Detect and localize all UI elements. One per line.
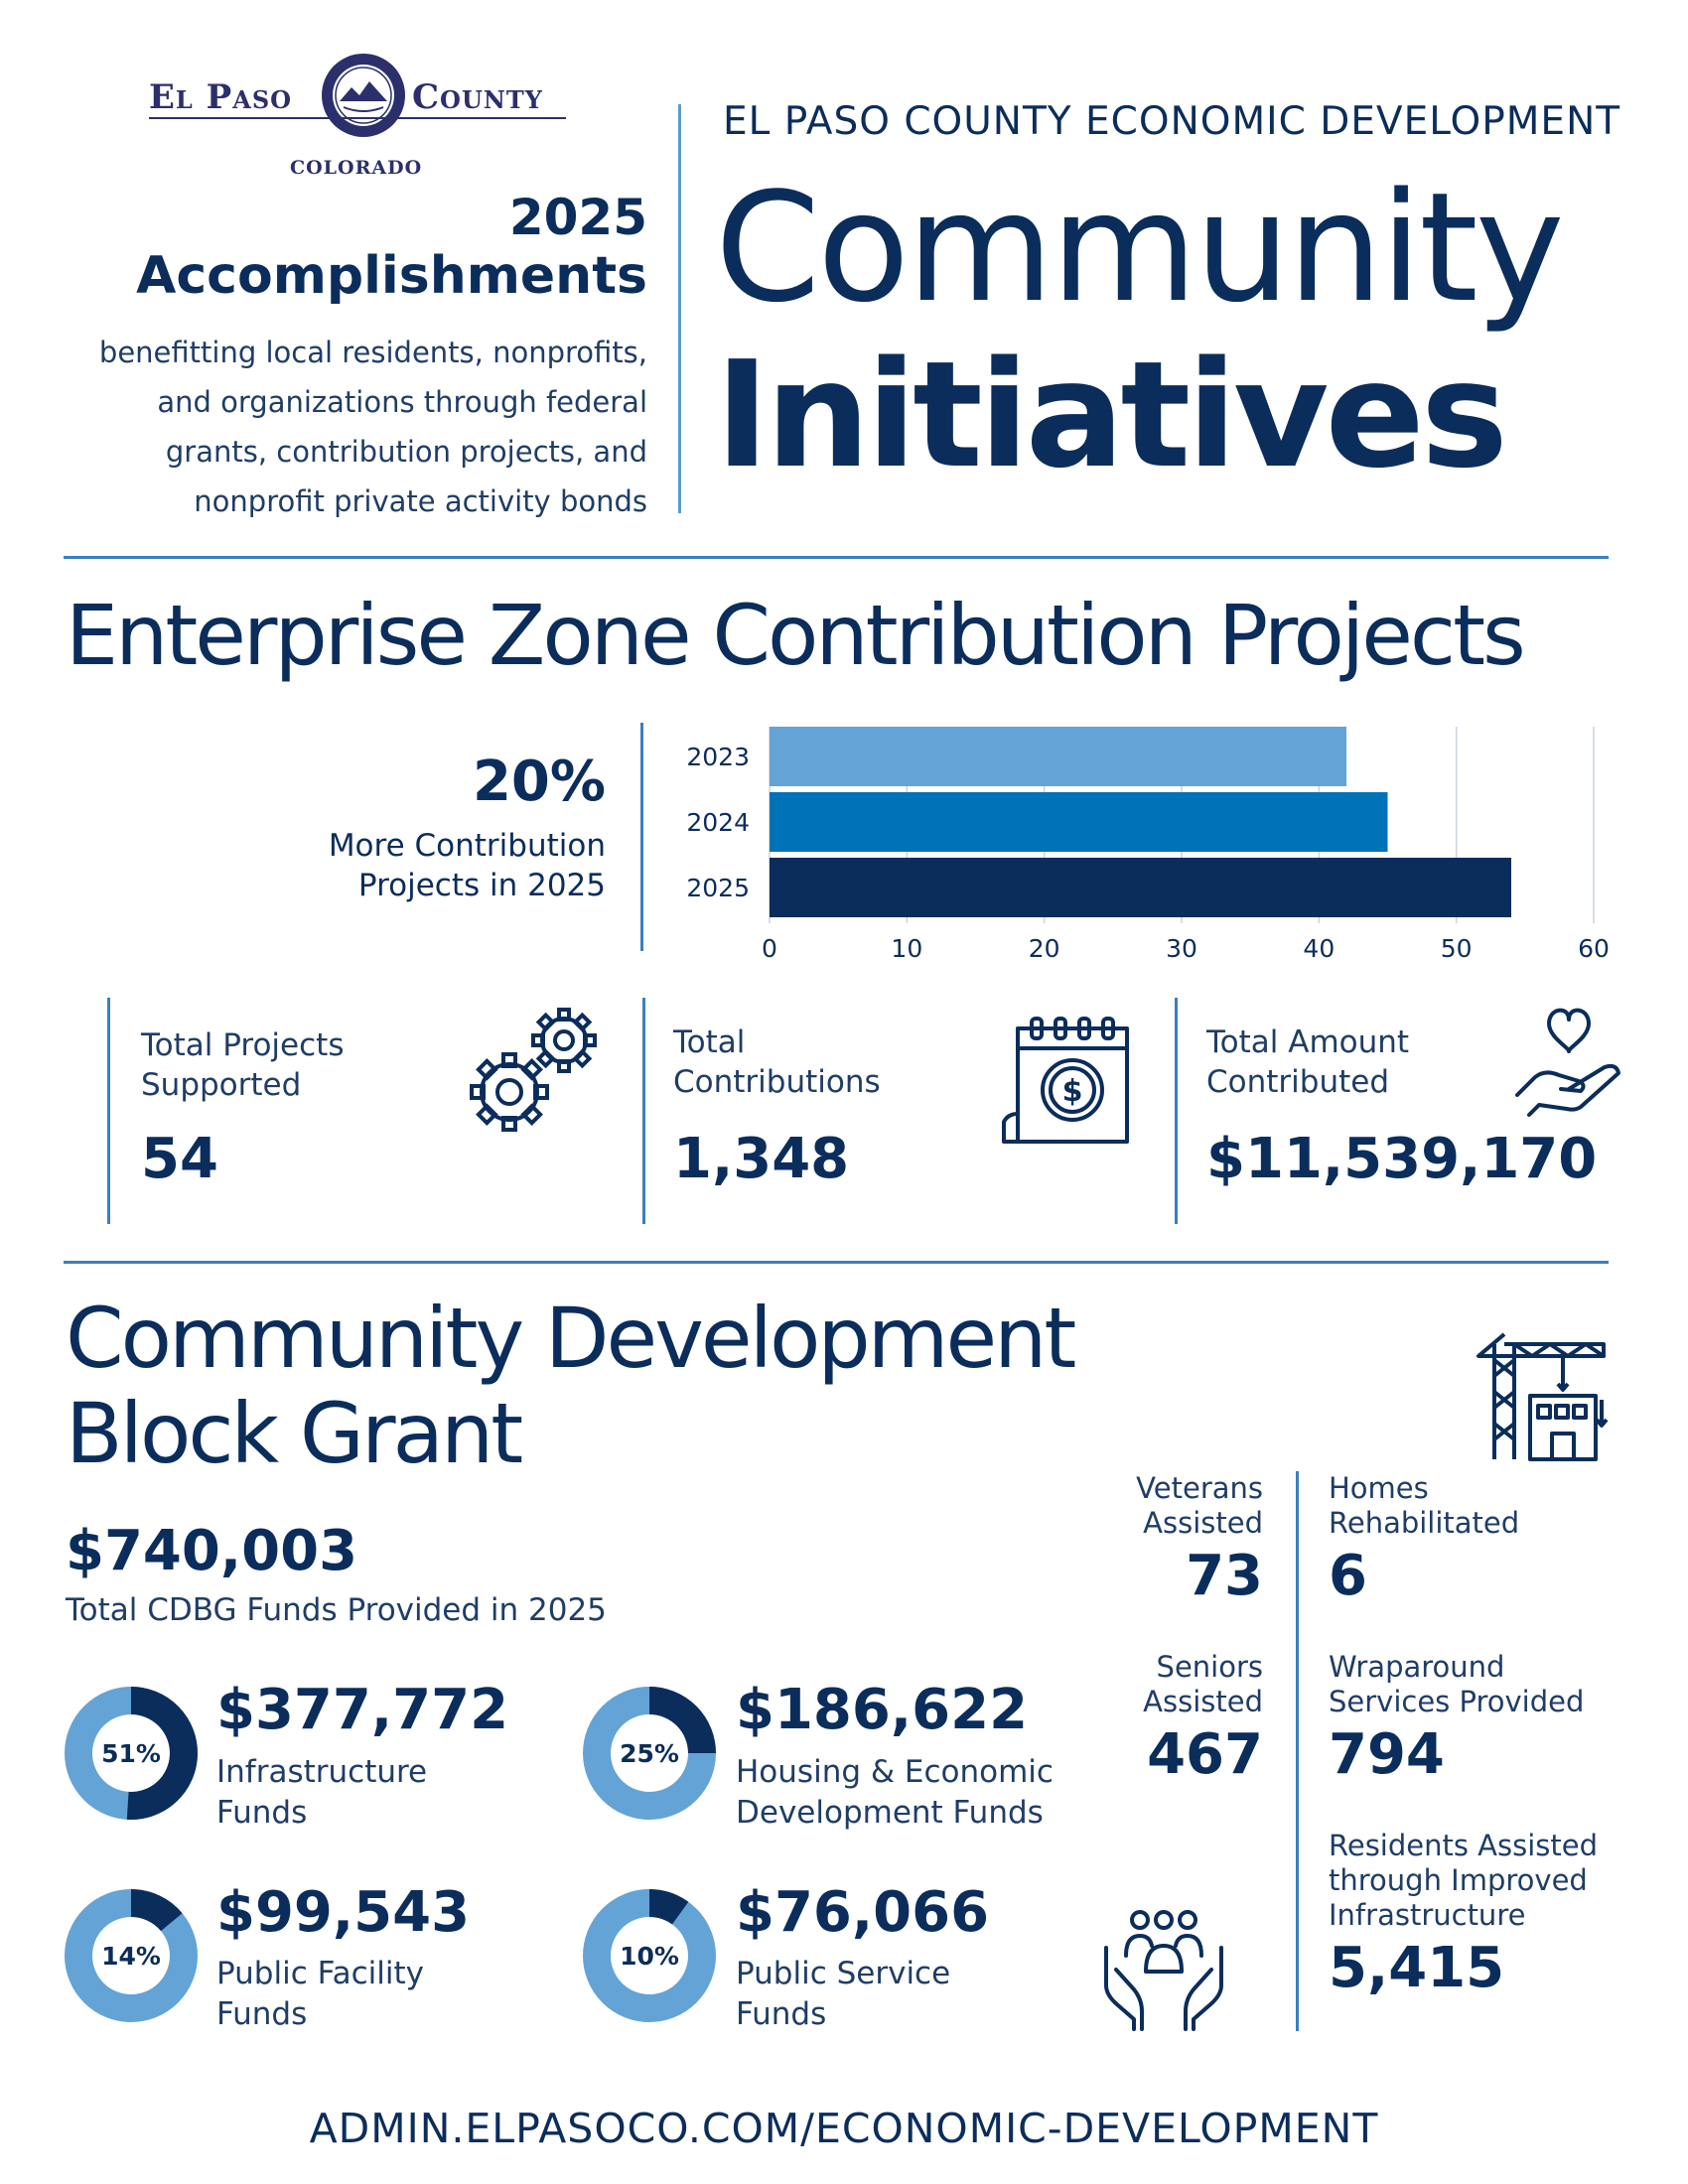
chart-bar-2025 [770,858,1511,917]
residents-label-line3: Infrastructure [1329,1898,1526,1932]
cdbg-title [66,1291,1073,1481]
stat-divider-1 [107,998,110,1224]
hand-heart-icon [1509,998,1628,1122]
year-heading: 2025 [508,189,647,246]
seniors-value: 467 [1147,1722,1263,1787]
fund-label-infrastructure [216,1752,427,1834]
residents-label [1329,1829,1598,1933]
logo-underline [149,117,566,119]
svg-text:$: $ [1061,1074,1083,1109]
calendar-dollar-icon [998,1015,1137,1149]
fund-amount-housing: $186,622 [736,1678,1029,1742]
header-divider [678,104,681,513]
seniors-label-line1: Seniors [1156,1650,1263,1684]
page-title-line2: Initiatives [715,330,1504,500]
donut-housing [582,1686,717,1821]
stat-label-projects: Total Projects Supported [141,1027,345,1103]
veterans-value: 73 [1186,1544,1263,1608]
chart-x-tick-label: 50 [1440,934,1473,963]
chart-bar-2024 [770,792,1388,852]
page-title-line1: Community [715,160,1562,336]
highlight-percent: 20% [472,750,606,814]
homes-label [1329,1471,1519,1541]
donut-segment [649,1903,680,1913]
fund-label-public-facility-line2: Funds [216,1996,308,2032]
seniors-label-line2: Assisted [1143,1685,1263,1718]
chart-x-tick-label: 30 [1166,934,1197,963]
fund-label-public-service [736,1954,950,2035]
stat-value-contributions: 1,348 [673,1127,850,1191]
homes-value: 6 [1329,1544,1367,1608]
county-seal-icon [320,52,407,139]
community-hands-icon [1100,1908,1227,2031]
wraparound-label-line1: Wraparound [1329,1650,1505,1684]
chart-x-tick-label: 0 [762,934,777,963]
logo-right-text: County [412,77,543,117]
chart-category-label: 2025 [686,874,750,902]
cdbg-title-line2: Block Grant [66,1385,521,1482]
construction-crane-icon [1475,1330,1609,1464]
contribution-bar-chart [655,715,1628,973]
wraparound-label-line2: Services Provided [1329,1685,1585,1718]
residents-label-line2: through Improved [1329,1863,1588,1897]
chart-divider [640,723,643,951]
accomplishments-heading: Accomplishments [136,246,647,306]
stat-label-contributions: Total Contributions [673,1024,881,1100]
eyebrow-text: EL PASO COUNTY ECONOMIC DEVELOPMENT [723,99,1621,144]
homes-label-line2: Rehabilitated [1329,1506,1520,1540]
donut-public-service [582,1888,717,2023]
side-stats-divider [1296,1471,1299,2031]
donut-percent-label: 14% [101,1942,161,1971]
stat-value-amount: $11,539,170 [1206,1127,1598,1191]
highlight-label: More Contribution Projects in 2025 [328,828,606,903]
homes-label-line1: Homes [1329,1471,1429,1505]
logo-subtitle: COLORADO [290,157,423,179]
veterans-label-line2: Assisted [1143,1506,1263,1540]
chart-x-tick-label: 60 [1578,934,1610,963]
donut-percent-label: 10% [620,1942,679,1971]
fund-amount-public-service: $76,066 [736,1880,990,1945]
cdbg-total-label: Total CDBG Funds Provided in 2025 [66,1592,607,1628]
fund-label-infrastructure-line2: Funds [216,1795,308,1831]
fund-label-housing-line2: Development Funds [736,1795,1044,1831]
residents-label-line1: Residents Assisted [1329,1829,1599,1862]
residents-value: 5,415 [1329,1936,1505,2000]
stat-divider-2 [642,998,645,1224]
fund-label-infrastructure-line1: Infrastructure [216,1754,428,1790]
footer-url[interactable]: ADMIN.ELPASOCO.COM/ECONOMIC-DEVELOPMENT [309,2105,1379,2152]
section-divider-top [64,556,1609,559]
cdbg-total-amount: $740,003 [66,1519,358,1583]
fund-label-housing-line1: Housing & Economic [736,1754,1054,1790]
header-description: benefitting local residents, nonprofits, and organizations through federal grants, contribution projects, and nonprofit private activity bonds [98,336,647,518]
chart-category-label: 2023 [686,743,750,771]
fund-amount-infrastructure: $377,772 [216,1678,509,1742]
donut-segment [131,1903,172,1922]
veterans-label-line1: Veterans [1136,1471,1263,1505]
donut-infrastructure [64,1686,199,1821]
stat-value-projects: 54 [141,1127,218,1191]
donut-percent-label: 25% [620,1739,679,1768]
stat-divider-3 [1175,998,1178,1224]
fund-label-housing [736,1752,1054,1834]
wraparound-label [1329,1650,1584,1719]
fund-label-public-service-line2: Funds [736,1996,827,2032]
fund-label-public-service-line1: Public Service [736,1956,951,1991]
chart-x-tick-label: 10 [891,934,923,963]
fund-label-public-facility-line1: Public Facility [216,1956,424,1991]
fund-label-public-facility [216,1954,424,2035]
chart-x-tick-label: 20 [1028,934,1060,963]
chart-bar-2023 [770,727,1346,786]
seniors-label [1143,1650,1263,1719]
donut-public-facility [64,1888,199,2023]
section-divider-middle [64,1261,1609,1264]
stat-label-amount: Total Amount Contributed [1206,1024,1410,1100]
donut-percent-label: 51% [101,1739,161,1768]
wraparound-value: 794 [1329,1722,1445,1787]
cdbg-title-line1: Community Development [66,1290,1074,1387]
fund-amount-public-facility: $99,543 [216,1880,471,1945]
veterans-label [1136,1471,1263,1541]
enterprise-zone-title: Enterprise Zone Contribution Projects [66,587,1523,684]
chart-category-label: 2024 [686,808,750,837]
logo-left-text: El Paso [149,77,293,117]
gears-icon [462,1003,601,1137]
chart-x-tick-label: 40 [1303,934,1336,963]
